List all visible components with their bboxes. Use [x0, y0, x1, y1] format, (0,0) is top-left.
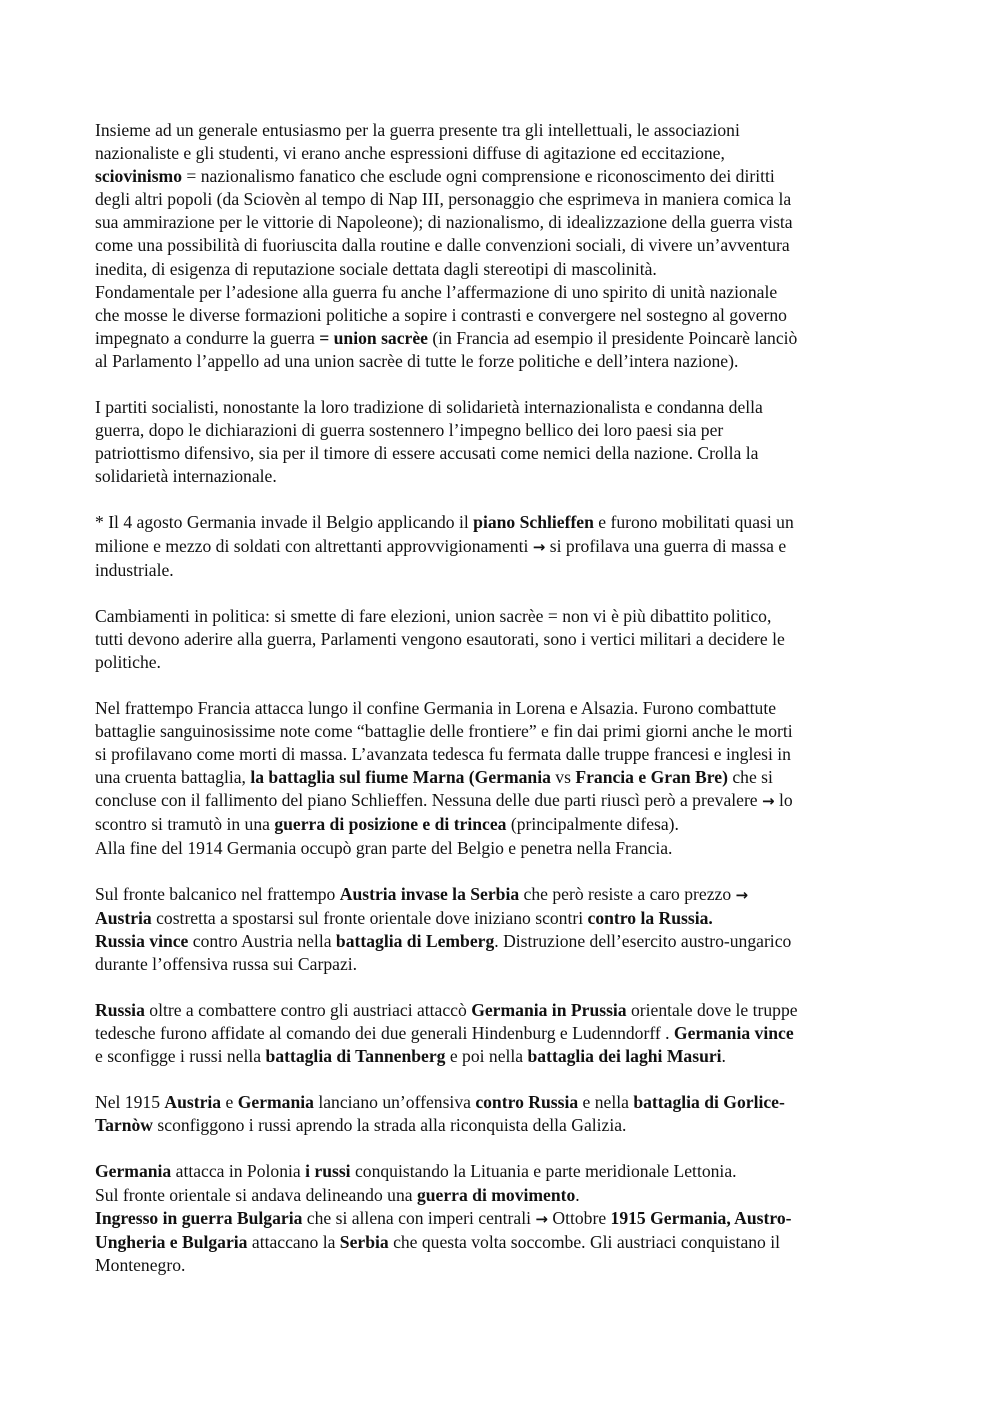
paragraph-political-changes	[95, 605, 910, 674]
text-run: degli altri popoli (da Sciovèn al tempo di Nap III, personaggio che esprimeva in maniera comica la	[95, 189, 792, 210]
bold-term: contro la Russia.	[587, 907, 713, 928]
text-run: tedesche furono affidate al comando dei due generali Hindenburg e Ludenndorff .	[95, 1023, 674, 1044]
paragraph-socialist-parties	[95, 396, 910, 488]
bold-term: Ungheria e Bulgaria	[95, 1231, 248, 1252]
text-run: che questa volta soccombe. Gli austriaci conquistano il	[388, 1231, 781, 1252]
text-run: al Parlamento l’appello ad una union sacrèe di tutte le forze politiche e dell’intera nazione).	[95, 350, 739, 371]
text-line	[95, 789, 910, 813]
arrow-right-icon: →	[762, 792, 775, 811]
text-run: Sul fronte balcanico nel frattempo	[95, 883, 340, 904]
bold-term: Serbia	[339, 1231, 389, 1252]
text-run: = nazionalismo fanatico che esclude ogni comprensione e riconoscimento dei diritti	[182, 166, 775, 187]
bold-term: Germania vince	[673, 1023, 794, 1044]
text-run: battaglie sanguinosissime note come “battaglie delle frontiere” e fin dai primi giorni anche le morti	[95, 721, 793, 742]
text-line	[95, 165, 910, 188]
text-run: patriottismo difensivo, sia per il timore di essere accusati come nemici della nazione. Crolla la	[95, 443, 759, 464]
text-line	[95, 304, 910, 327]
text-line	[95, 350, 910, 373]
paragraph-bulgaria-serbia	[95, 1160, 910, 1276]
text-line	[95, 1231, 910, 1254]
text-line	[95, 1207, 910, 1231]
text-run: e nella	[578, 1092, 634, 1113]
document-page	[95, 119, 910, 1277]
text-run: nazionaliste e gli studenti, vi erano anche espressioni diffuse di agitazione ed eccitazione,	[95, 143, 725, 164]
text-run: industriale.	[95, 559, 174, 580]
text-run: Insieme ad un generale entusiasmo per la guerra presente tra gli intellettuali, le associazioni	[95, 120, 740, 140]
bold-term: Austria	[95, 907, 152, 928]
text-line	[95, 697, 910, 720]
text-run: e	[221, 1092, 238, 1113]
text-run: Ottobre	[547, 1207, 611, 1228]
bold-term: Germania	[95, 1161, 172, 1182]
bold-term: battaglia di Lemberg	[335, 930, 495, 951]
text-line	[95, 559, 910, 582]
text-line	[95, 953, 910, 976]
text-run: lanciano un’offensiva	[313, 1092, 476, 1113]
text-line	[95, 511, 910, 534]
text-line	[95, 883, 910, 907]
bold-term: la battaglia sul fiume Marna (Germania	[250, 767, 551, 788]
text-line	[95, 535, 910, 559]
text-line	[95, 119, 910, 142]
bold-term: Russia vince	[95, 930, 189, 951]
text-line	[95, 720, 910, 743]
text-line	[95, 1022, 910, 1045]
text-run: attacca in Polonia	[171, 1161, 306, 1182]
text-run: solidarietà internazionale.	[95, 466, 277, 487]
text-run: orientale dove le truppe	[626, 1000, 798, 1020]
text-run: Sul fronte orientale si andava delineando una	[95, 1184, 417, 1205]
paragraph-balkan-front	[95, 883, 910, 976]
bold-term: guerra di posizione e di trincea	[274, 814, 507, 835]
text-run: Alla fine del 1914 Germania occupò gran parte del Belgio e penetra nella Francia.	[95, 837, 673, 858]
text-line	[95, 1045, 910, 1068]
text-line	[95, 234, 910, 257]
text-run: lo	[774, 790, 793, 811]
text-line	[95, 628, 910, 651]
text-run: scontro si tramutò in una	[95, 814, 275, 835]
text-run: Nel 1915	[95, 1092, 165, 1113]
text-run: come una possibilità di fuoriuscita dalla routine e dalle convenzioni sociali, di vivere un’avventura	[95, 235, 790, 256]
text-line	[95, 188, 910, 211]
text-run: . Distruzione dell’esercito austro-ungarico	[494, 930, 792, 951]
text-line	[95, 605, 910, 628]
text-run: una cruenta battaglia,	[95, 767, 251, 788]
text-run: impegnato a condurre la guerra	[95, 327, 320, 348]
text-run: inedita, di esigenza di reputazione sociale dettata dagli stereotipi di mascolinità.	[95, 258, 657, 279]
arrow-right-icon: →	[532, 537, 546, 556]
text-run: Cambiamenti in politica: si smette di fare elezioni, union sacrèe = non vi è più dibattito politico,	[95, 605, 772, 626]
text-run: sua ammirazione per le vittorie di Napoleone); di nazionalismo, di idealizzazione della guerra vista	[95, 212, 793, 233]
text-line	[95, 907, 910, 930]
paragraph-tannenberg-masuri	[95, 999, 910, 1068]
text-run: Fondamentale per l’adesione alla guerra fu anche l’affermazione di uno spirito di unità nazionale	[95, 281, 778, 302]
bold-term: Tarnòw	[95, 1115, 154, 1136]
text-line	[95, 766, 910, 789]
text-line	[95, 999, 910, 1022]
text-run: e furono mobilitati quasi un	[593, 512, 794, 533]
bold-term: battaglia di Tannenberg	[265, 1046, 446, 1067]
text-run: (in Francia ad esempio il presidente Poincarè lanciò	[427, 327, 798, 348]
text-run: e sconfigge i russi nella	[95, 1046, 266, 1067]
bold-term: guerra di movimento	[416, 1184, 576, 1205]
paragraph-schlieffen-plan	[95, 511, 910, 581]
text-line	[95, 1114, 910, 1137]
text-run: costretta a spostarsi sul fronte orientale dove iniziano scontri	[151, 907, 588, 928]
bold-term: i russi	[305, 1161, 351, 1182]
text-run: (principalmente difesa).	[506, 814, 679, 835]
text-line	[95, 419, 910, 442]
text-line	[95, 1160, 910, 1183]
text-line	[95, 442, 910, 465]
text-line	[95, 211, 910, 234]
text-run: .	[721, 1046, 726, 1067]
bold-term: contro Russia	[475, 1092, 579, 1113]
text-line	[95, 142, 910, 165]
text-run: che però resiste a caro prezzo	[519, 883, 736, 904]
text-run: che si allena con imperi centrali	[302, 1207, 536, 1228]
text-line	[95, 1091, 910, 1114]
text-run: si profilavano come morti di massa. L’avanzata tedesca fu fermata dalle truppe francesi e inglesi in	[95, 744, 791, 765]
bold-term: battaglia di Gorlice-	[633, 1092, 785, 1113]
bold-term: Austria	[164, 1092, 222, 1113]
bold-term: 1915 Germania, Austro-	[610, 1207, 792, 1228]
text-line	[95, 930, 910, 953]
text-line	[95, 813, 910, 836]
bold-term: battaglia dei laghi Masuri	[527, 1046, 722, 1067]
text-line	[95, 465, 910, 488]
text-line	[95, 258, 910, 281]
text-run: e poi nella	[445, 1046, 528, 1067]
bold-term: Russia	[95, 1000, 145, 1020]
text-run: * Il 4 agosto Germania invade il Belgio applicando il	[95, 512, 474, 533]
text-run: Montenegro.	[95, 1254, 186, 1275]
text-run: Nel frattempo Francia attacca lungo il confine Germania in Lorena e Alsazia. Furono combattute	[95, 697, 777, 718]
bold-term: = union sacrèe	[319, 327, 428, 348]
bold-term: sciovinismo	[95, 166, 182, 187]
bold-term: piano Schlieffen	[473, 512, 594, 533]
text-run: che mosse le diverse formazioni politiche a sopire i contrasti e convergere nel sostegno al governo	[95, 304, 787, 325]
text-run: vs	[550, 767, 576, 788]
paragraph-western-front-marne	[95, 697, 910, 860]
text-run: si profilava una guerra di massa e	[545, 535, 787, 556]
paragraph-nationalism-union-sacree	[95, 119, 910, 373]
text-line	[95, 743, 910, 766]
text-run: oltre a combattere contro gli austriaci attaccò	[144, 1000, 472, 1020]
bold-term: Francia e Gran Bre)	[575, 767, 728, 788]
text-line	[95, 651, 910, 674]
arrow-right-icon: →	[535, 1209, 548, 1228]
text-run: milione e mezzo di soldati con altrettanti approvvigionamenti	[95, 535, 533, 556]
text-run: durante l’offensiva russa sui Carpazi.	[95, 953, 358, 974]
text-run: attaccano la	[247, 1231, 340, 1252]
text-line	[95, 281, 910, 304]
bold-term: Germania in Prussia	[471, 1000, 627, 1020]
text-run: I partiti socialisti, nonostante la loro tradizione di solidarietà internazionalista e condanna della	[95, 397, 763, 418]
text-run: politiche.	[95, 651, 161, 672]
text-run: contro Austria nella	[188, 930, 336, 951]
text-run: .	[575, 1184, 580, 1205]
paragraph-gorlice-tarnow	[95, 1091, 910, 1137]
text-line	[95, 1184, 910, 1207]
bold-term: Germania	[237, 1092, 314, 1113]
text-run: sconfiggono i russi aprendo la strada alla riconquista della Galizia.	[153, 1115, 627, 1136]
text-run: che si	[727, 767, 773, 788]
text-run: conquistando la Lituania e parte meridionale Lettonia.	[350, 1161, 737, 1182]
text-line	[95, 837, 910, 860]
bold-term: Austria invase la Serbia	[339, 883, 520, 904]
text-run: guerra, dopo le dichiarazioni di guerra sostennero l’impegno bellico dei loro paesi sia per	[95, 420, 724, 441]
bold-term: Ingresso in guerra Bulgaria	[95, 1207, 303, 1228]
text-run: concluse con il fallimento del piano Schlieffen. Nessuna delle due parti riuscì però a prevalere	[95, 790, 763, 811]
text-line	[95, 396, 910, 419]
arrow-right-icon: →	[735, 885, 749, 904]
text-line	[95, 1254, 910, 1277]
text-run: tutti devono aderire alla guerra, Parlamenti vengono esautorati, sono i vertici militari a decidere le	[95, 628, 785, 649]
text-line	[95, 327, 910, 350]
